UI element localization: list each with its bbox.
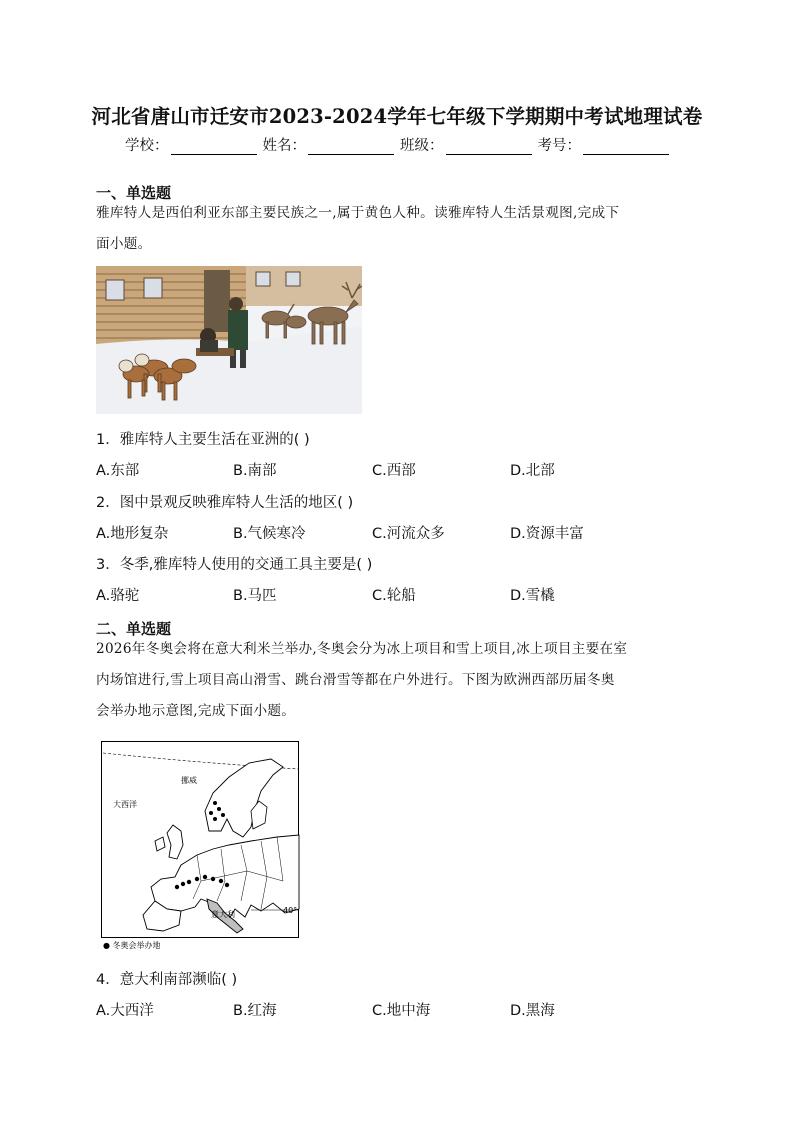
q2-option-b[interactable]: B.气候寒冷 bbox=[233, 526, 306, 542]
number-field[interactable] bbox=[538, 134, 670, 155]
yakut-life-photo bbox=[96, 266, 362, 414]
question-3-stem: 3．冬季,雅库特人使用的交通工具主要是( ) bbox=[96, 557, 373, 573]
name-field[interactable] bbox=[263, 134, 395, 155]
question-1-stem: 1．雅库特人主要生活在亚洲的( ) bbox=[96, 432, 310, 448]
europe-olympics-map bbox=[101, 741, 301, 951]
class-blank[interactable] bbox=[446, 138, 532, 155]
q1-option-a[interactable]: A.东部 bbox=[96, 463, 140, 479]
number-label: 考号： bbox=[537, 138, 581, 154]
europe-map-illustration bbox=[101, 741, 301, 951]
q3-option-c[interactable]: C.轮船 bbox=[372, 588, 416, 604]
section1-intro-line2: 面小题。 bbox=[96, 236, 152, 252]
section2-intro-line1: 2026年冬奥会将在意大利米兰举办,冬奥会分为冰上项目和雪上项目,冰上项目主要在室 bbox=[96, 641, 628, 657]
question-4-stem: 4．意大利南部濒临( ) bbox=[96, 972, 238, 988]
q1-option-d[interactable]: D.北部 bbox=[510, 463, 555, 479]
q3-option-d[interactable]: D.雪橇 bbox=[510, 588, 555, 604]
q2-option-c[interactable]: C.河流众多 bbox=[372, 526, 445, 542]
yakut-scene-illustration bbox=[96, 266, 362, 414]
q1-option-b[interactable]: B.南部 bbox=[233, 463, 277, 479]
school-blank[interactable] bbox=[171, 138, 257, 155]
question-2-stem: 2．图中景观反映雅库特人生活的地区( ) bbox=[96, 495, 354, 511]
section2-heading: 二、单选题 bbox=[96, 620, 172, 638]
name-label: 姓名： bbox=[262, 138, 306, 154]
q1-option-c[interactable]: C.西部 bbox=[372, 463, 416, 479]
q4-option-d[interactable]: D.黑海 bbox=[510, 1003, 555, 1019]
map-label-atlantic: 大西洋 bbox=[113, 800, 137, 809]
q4-option-c[interactable]: C.地中海 bbox=[372, 1003, 431, 1019]
q2-option-a[interactable]: A.地形复杂 bbox=[96, 526, 169, 542]
student-info-row bbox=[0, 134, 794, 155]
section2-intro bbox=[96, 634, 702, 727]
map-label-italy: 意大利 bbox=[211, 910, 235, 919]
map-label-norway: 挪威 bbox=[181, 776, 197, 785]
class-field[interactable] bbox=[400, 134, 532, 155]
school-field[interactable] bbox=[125, 134, 257, 155]
q4-option-a[interactable]: A.大西洋 bbox=[96, 1003, 154, 1019]
section2-intro-line2: 内场馆进行,雪上项目高山滑雪、跳台滑雪等都在户外进行。下图为欧洲西部历届冬奥 bbox=[96, 672, 615, 688]
map-label-latitude: 40° bbox=[283, 906, 298, 915]
section2-intro-line3: 会举办地示意图,完成下面小题。 bbox=[96, 703, 296, 719]
section1-intro bbox=[96, 198, 702, 260]
q3-option-b[interactable]: B.马匹 bbox=[233, 588, 277, 604]
name-blank[interactable] bbox=[308, 138, 394, 155]
section1-heading: 一、单选题 bbox=[96, 184, 172, 202]
q3-option-a[interactable]: A.骆驼 bbox=[96, 588, 140, 604]
q4-option-b[interactable]: B.红海 bbox=[233, 1003, 277, 1019]
school-label: 学校： bbox=[125, 138, 169, 154]
map-legend: ● 冬奥会举办地 bbox=[103, 941, 161, 950]
q2-option-d[interactable]: D.资源丰富 bbox=[510, 526, 584, 542]
exam-title: 河北省唐山市迁安市2023-2024学年七年级下学期期中考试地理试卷 bbox=[91, 105, 703, 128]
number-blank[interactable] bbox=[583, 138, 669, 155]
class-label: 班级： bbox=[400, 138, 444, 154]
section1-intro-line1: 雅库特人是西伯利亚东部主要民族之一,属于黄色人种。读雅库特人生活景观图,完成下 bbox=[96, 205, 620, 221]
